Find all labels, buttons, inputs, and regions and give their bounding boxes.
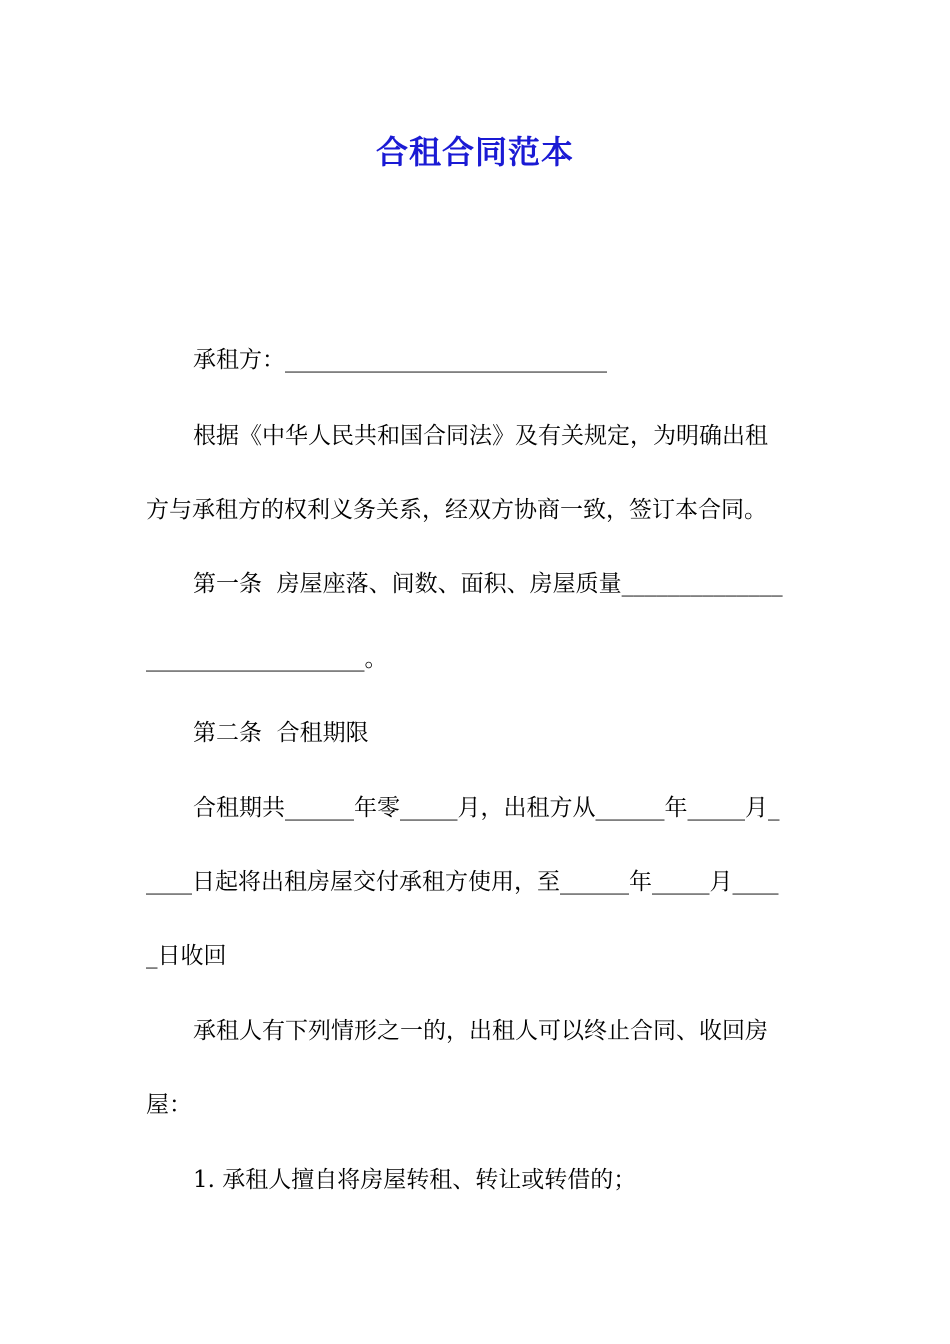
article-heading: 第一条 房屋座落、间数、面积、房屋质量______________ xyxy=(193,571,783,597)
tenant-line: 承租方：____________________________ xyxy=(193,347,607,373)
paragraph-line: 方与承租方的权利义务关系，经双方协商一致，签订本合同。 xyxy=(146,497,767,523)
paragraph-line: 合租期共______年零_____月，出租方从______年_____月_ xyxy=(193,795,780,821)
paragraph-line: 屋： xyxy=(146,1092,192,1118)
paragraph-line: 根据《中华人民共和国合同法》及有关规定，为明确出租 xyxy=(193,423,768,449)
paragraph-line: _日收回 xyxy=(146,943,227,969)
document-title: 合租合同范本 xyxy=(375,133,574,171)
article-heading: 第二条 合租期限 xyxy=(193,720,369,746)
paragraph-line: ___________________。 xyxy=(146,646,388,672)
paragraph-line: ____日起将出租房屋交付承租方使用，至______年_____月____ xyxy=(146,869,779,895)
paragraph-line: 承租人有下列情形之一的，出租人可以终止合同、收回房 xyxy=(193,1018,768,1044)
list-item: 1. 承租人擅自将房屋转租、转让或转借的； xyxy=(193,1167,637,1193)
